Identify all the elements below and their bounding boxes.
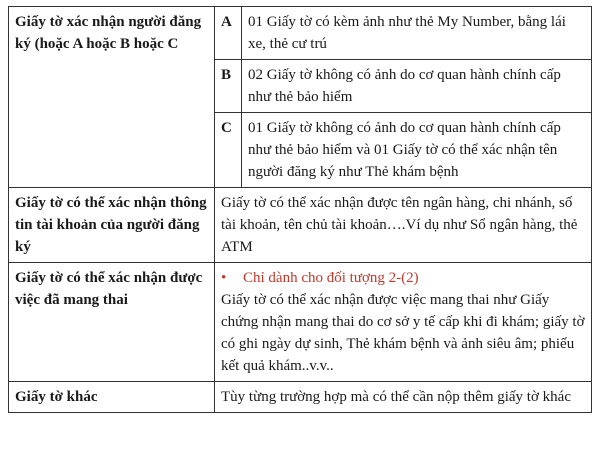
pregnancy-note-text: Chỉ dành cho đối tượng 2-(2)	[243, 270, 419, 286]
other-docs-text: Tùy từng trường hợp mà có thể cần nộp thêm giấy tờ khác	[215, 382, 592, 413]
pregnancy-docs-text: Giấy tờ có thể xác nhận được việc mang thai như Giấy chứng nhận mang thai do cơ sở y tế cấp khi đi khám; giấy tờ có ghi ngày dự sinh, Thẻ khám bệnh và ảnh siêu âm; phiếu kết quả khám..v.v..	[221, 292, 585, 374]
option-key-c: C	[215, 113, 242, 188]
other-docs-label: Giấy tờ khác	[9, 382, 215, 413]
bank-docs-label: Giấy tờ có thể xác nhận thông tin tài khoản của người đăng ký	[9, 188, 215, 263]
id-docs-label: Giấy tờ xác nhận người đăng ký (hoặc A hoặc B hoặc C	[9, 7, 215, 188]
bank-docs-text: Giấy tờ có thể xác nhận được tên ngân hàng, chi nhánh, số tài khoản, tên chủ tài khoản….Ví dụ như Sổ ngân hàng, thẻ ATM	[215, 188, 592, 263]
table-row	[9, 188, 592, 263]
option-key-b: B	[215, 60, 242, 113]
bullet-icon: •	[221, 270, 227, 286]
option-text-b: 02 Giấy tờ không có ảnh do cơ quan hành chính cấp như thẻ bảo hiểm	[242, 60, 592, 113]
option-text-a: 01 Giấy tờ có kèm ảnh như thẻ My Number, bằng lái xe, thẻ cư trú	[242, 7, 592, 60]
requirements-table	[8, 6, 592, 413]
pregnancy-docs-cell	[215, 263, 592, 382]
table-row	[9, 382, 592, 413]
table-row	[9, 7, 592, 60]
option-text-c: 01 Giấy tờ không có ảnh do cơ quan hành chính cấp như thẻ bảo hiểm và 01 Giấy tờ có thể xác nhận tên người đăng ký như Thẻ khám bệnh	[242, 113, 592, 188]
table-row	[9, 263, 592, 382]
pregnancy-note	[221, 267, 585, 289]
pregnancy-docs-label: Giấy tờ có thể xác nhận được việc đã mang thai	[9, 263, 215, 382]
option-key-a: A	[215, 7, 242, 60]
